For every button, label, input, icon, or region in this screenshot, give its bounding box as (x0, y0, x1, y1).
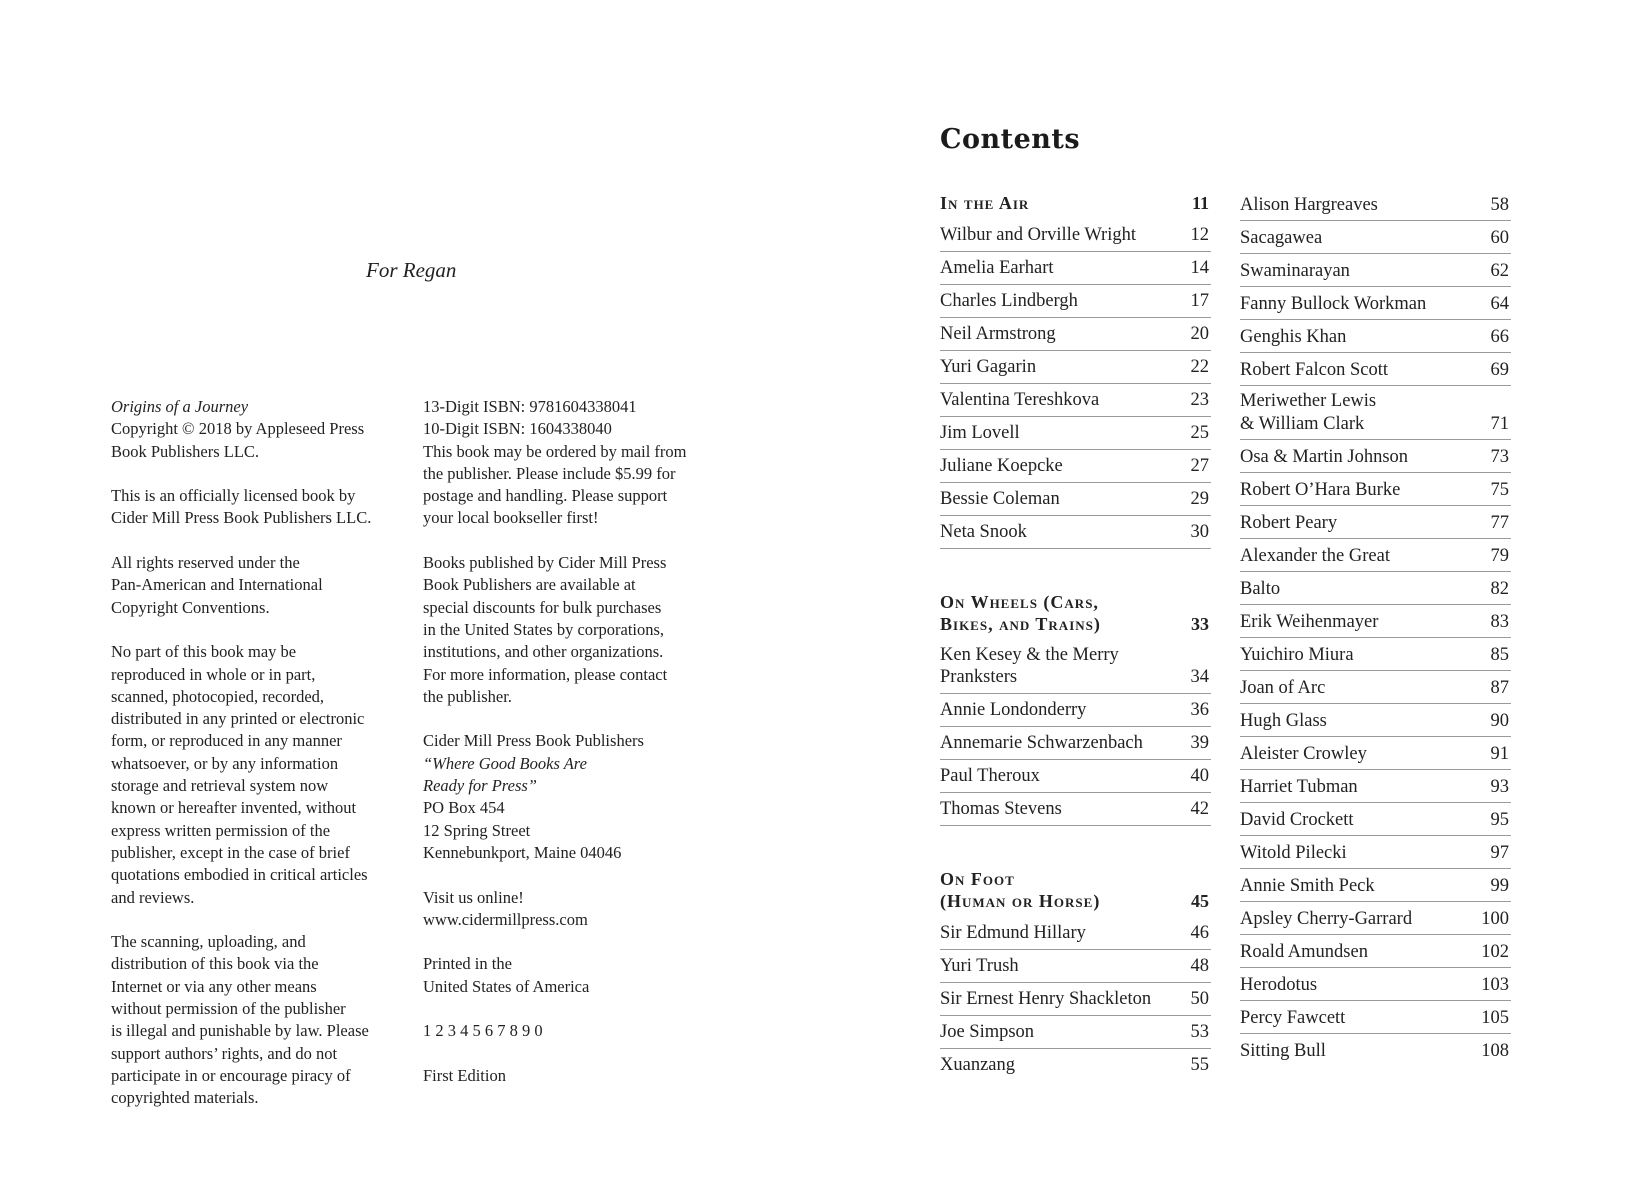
license-text: This is an officially licensed book by Cider Mill Press Book Publishers LLC. (111, 486, 372, 528)
toc-entry-title: Yuri Trush (940, 956, 1019, 976)
toc-entry-title: Swaminarayan (1240, 260, 1350, 281)
toc-entry-page: 29 (1190, 489, 1209, 509)
toc-entry-page: 23 (1190, 390, 1209, 410)
toc-entry-page: 83 (1490, 611, 1509, 632)
toc-entry (1240, 770, 1511, 803)
toc-entry-title: Annie Londonderry (940, 700, 1087, 720)
toc-entry-title: Juliane Koepcke (940, 456, 1063, 476)
entry-list-wheels (940, 640, 1211, 826)
toc-entry (1240, 1001, 1511, 1034)
toc-entry-page: 60 (1490, 227, 1509, 248)
toc-entry (940, 950, 1211, 983)
toc-entry-title: Hugh Glass (1240, 710, 1327, 731)
print-line: 1 2 3 4 5 6 7 8 9 0 (423, 1021, 543, 1041)
section-page: 11 (1191, 193, 1209, 213)
section-title: On Wheels (Cars, Bikes, and Trains) (940, 591, 1101, 634)
toc-entry (1240, 869, 1511, 902)
toc-entry (940, 252, 1211, 285)
toc-entry-title: Sacagawea (1240, 227, 1323, 248)
toc-entry (1240, 320, 1511, 353)
toc-entry-title: Osa & Martin Johnson (1240, 446, 1409, 467)
toc-entry (1240, 539, 1511, 572)
toc-entry (940, 1016, 1211, 1049)
toc-entry-page: 58 (1490, 194, 1509, 215)
toc-entry-page: 75 (1490, 479, 1509, 500)
toc-entry (940, 694, 1211, 727)
toc-entry-page: 50 (1190, 989, 1209, 1009)
toc-entry-page: 46 (1190, 923, 1209, 943)
toc-entry-page: 34 (1190, 667, 1209, 687)
toc-entry-page: 71 (1490, 413, 1509, 434)
entry-list-foot (940, 917, 1211, 1081)
toc-entry-title: Roald Amundsen (1240, 941, 1368, 962)
toc-entry (1240, 902, 1511, 935)
toc-entry-title: Sitting Bull (1240, 1040, 1326, 1061)
toc-entry-title: Joe Simpson (940, 1022, 1035, 1042)
toc-entry-page: 85 (1490, 644, 1509, 665)
rights-text: All rights reserved under the Pan-American and International Copyright Conventions. (111, 553, 323, 617)
toc-entry-page: 55 (1190, 1055, 1209, 1075)
dedication: For Regan (366, 258, 457, 282)
toc-entry (1240, 440, 1511, 473)
toc-entry (1240, 704, 1511, 737)
toc-entry (940, 285, 1211, 318)
toc-entry-page: 17 (1190, 291, 1209, 311)
toc-entry-title: Charles Lindbergh (940, 291, 1078, 311)
toc-entry-page: 39 (1190, 733, 1209, 753)
isbn-text: 13-Digit ISBN: 9781604338041 10-Digit ISBN: 1604338040 This book may be ordered by mail from the publisher. Please include $5.99 for postage and handling. Please support your local bookseller first! (423, 397, 687, 528)
contents-page (800, 0, 1627, 1200)
contents-column-1 (940, 188, 1211, 1081)
toc-entry-title: Annie Smith Peck (1240, 875, 1375, 896)
toc-entry (1240, 638, 1511, 671)
toc-entry-page: 95 (1490, 809, 1509, 830)
toc-entry-title: Alison Hargreaves (1240, 194, 1378, 215)
toc-entry (940, 417, 1211, 450)
edition-text: First Edition (423, 1065, 506, 1085)
toc-entry-title: Sir Ernest Henry Shackleton (940, 989, 1152, 1009)
toc-entry (940, 983, 1211, 1016)
toc-entry-title: Robert Peary (1240, 512, 1338, 533)
toc-entry-title: Apsley Cherry-Garrard (1240, 908, 1413, 929)
toc-entry (940, 351, 1211, 384)
section-heading-air (940, 188, 1211, 219)
toc-entry-title: Yuri Gagarin (940, 357, 1037, 377)
publisher-name: Cider Mill Press Book Publishers (423, 731, 644, 751)
contents-column-2 (1240, 188, 1511, 1066)
toc-entry (940, 219, 1211, 252)
no-part-text: No part of this book may be reproduced in whole or in part, scanned, photocopied, recorded, distributed in any printed or electronic form, or reproduced in any manner whatsoever, or by any information storage and retrieval system now known or hereafter invented, without express written permission of the publisher, except in the case of brief quotations embodied in critical articles and reviews. (111, 642, 368, 907)
toc-entry-page: 25 (1190, 423, 1209, 443)
toc-entry (940, 760, 1211, 793)
toc-entry-page: 48 (1190, 956, 1209, 976)
book-title: Origins of a Journey (111, 397, 249, 416)
entry-list-col2 (1240, 188, 1511, 1066)
toc-entry (1240, 803, 1511, 836)
toc-entry-page: 73 (1490, 446, 1509, 467)
toc-entry (940, 318, 1211, 351)
toc-entry-page: 30 (1190, 522, 1209, 542)
toc-entry (1240, 221, 1511, 254)
contents-title: Contents (940, 124, 1081, 155)
copyright-column (111, 396, 411, 1132)
toc-entry-page: 69 (1490, 359, 1509, 380)
toc-entry-title: Sir Edmund Hillary (940, 923, 1086, 943)
toc-entry-page: 40 (1190, 766, 1209, 786)
website-text: Visit us online! www.cidermillpress.com (423, 887, 588, 929)
toc-entry (1240, 188, 1511, 221)
toc-entry-page: 91 (1490, 743, 1509, 764)
toc-entry-page: 53 (1190, 1022, 1209, 1042)
scanning-text: The scanning, uploading, and distribution of this book via the Internet or via any other means without permission of the publisher is illegal and punishable by law. Please support authors’ rights, and do not participate in or encourage piracy of copyrighted materials. (111, 932, 369, 1108)
publisher-column (423, 396, 723, 1110)
toc-entry (1240, 506, 1511, 539)
publisher-address-block (423, 730, 723, 864)
toc-entry-title: Alexander the Great (1240, 545, 1390, 566)
toc-entry (1240, 1034, 1511, 1066)
toc-entry-page: 22 (1190, 357, 1209, 377)
toc-entry-page: 62 (1490, 260, 1509, 281)
toc-entry (1240, 605, 1511, 638)
toc-entry-title: Ken Kesey & the Merry Pranksters (940, 644, 1119, 687)
toc-entry (940, 1049, 1211, 1081)
toc-entry-page: 108 (1481, 1040, 1509, 1061)
toc-entry-title: Yuichiro Miura (1240, 644, 1354, 665)
toc-entry-page: 20 (1190, 324, 1209, 344)
toc-entry-title: Amelia Earhart (940, 258, 1054, 278)
toc-entry (1240, 671, 1511, 704)
toc-entry-title: Percy Fawcett (1240, 1007, 1346, 1028)
toc-entry-page: 99 (1490, 875, 1509, 896)
toc-entry-page: 100 (1481, 908, 1509, 929)
toc-entry (1240, 254, 1511, 287)
toc-entry-title: Robert O’Hara Burke (1240, 479, 1401, 500)
toc-entry-page: 27 (1190, 456, 1209, 476)
toc-entry (940, 483, 1211, 516)
copyright-line: Copyright © 2018 by Appleseed Press Book Publishers LLC. (111, 419, 365, 461)
toc-entry-title: Annemarie Schwarzenbach (940, 733, 1143, 753)
section-title: In the Air (940, 193, 1030, 213)
toc-entry-page: 103 (1481, 974, 1509, 995)
section-title: On Foot (Human or Horse) (940, 868, 1101, 911)
toc-entry-title: Genghis Khan (1240, 326, 1347, 347)
toc-entry-title: Joan of Arc (1240, 677, 1326, 698)
toc-entry (1240, 473, 1511, 506)
toc-entry-page: 82 (1490, 578, 1509, 599)
printed-in-text: Printed in the United States of America (423, 954, 590, 996)
toc-entry (940, 384, 1211, 417)
toc-entry-title: Fanny Bullock Workman (1240, 293, 1427, 314)
toc-entry-title: Balto (1240, 578, 1281, 599)
toc-entry (1240, 353, 1511, 386)
toc-entry-page: 102 (1481, 941, 1509, 962)
toc-entry-title: Neil Armstrong (940, 324, 1056, 344)
toc-entry-page: 64 (1490, 293, 1509, 314)
toc-entry-page: 66 (1490, 326, 1509, 347)
toc-entry (940, 516, 1211, 549)
toc-entry (1240, 737, 1511, 770)
toc-entry-title: Xuanzang (940, 1055, 1015, 1075)
discounts-text: Books published by Cider Mill Press Book Publishers are available at special discounts for bulk purchases in the United States by corporations, institutions, and other organizations. For more information, please contact the publisher. (423, 553, 668, 706)
toc-entry (1240, 968, 1511, 1001)
toc-entry-title: Aleister Crowley (1240, 743, 1367, 764)
toc-entry-page: 14 (1190, 258, 1209, 278)
toc-entry-page: 42 (1190, 799, 1209, 819)
toc-entry-page: 12 (1190, 225, 1209, 245)
section-page: 33 (1191, 614, 1209, 634)
toc-entry (1240, 287, 1511, 320)
toc-entry-page: 87 (1490, 677, 1509, 698)
toc-entry (1240, 935, 1511, 968)
toc-entry-title: Paul Theroux (940, 766, 1040, 786)
toc-entry-title: Neta Snook (940, 522, 1027, 542)
toc-entry-page: 90 (1490, 710, 1509, 731)
toc-entry (1240, 386, 1511, 440)
toc-entry (940, 640, 1211, 694)
section-heading-foot (940, 864, 1211, 917)
toc-entry (940, 450, 1211, 483)
copyright-page (0, 0, 800, 1200)
toc-entry (940, 727, 1211, 760)
toc-entry-title: David Crockett (1240, 809, 1354, 830)
toc-entry-page: 77 (1490, 512, 1509, 533)
section-page: 45 (1191, 891, 1209, 911)
toc-entry-title: Thomas Stevens (940, 799, 1062, 819)
toc-entry-page: 97 (1490, 842, 1509, 863)
toc-entry-title: Erik Weihenmayer (1240, 611, 1379, 632)
toc-entry-title: Meriwether Lewis & William Clark (1240, 391, 1377, 434)
toc-entry-title: Harriet Tubman (1240, 776, 1358, 797)
toc-entry-title: Valentina Tereshkova (940, 390, 1100, 410)
toc-entry-title: Robert Falcon Scott (1240, 359, 1388, 380)
toc-entry (940, 917, 1211, 950)
toc-entry-title: Bessie Coleman (940, 489, 1060, 509)
toc-entry (1240, 572, 1511, 605)
toc-entry-page: 93 (1490, 776, 1509, 797)
publisher-slogan: “Where Good Books Are Ready for Press” (423, 753, 587, 796)
copyright-block (111, 396, 411, 463)
toc-entry-page: 105 (1481, 1007, 1509, 1028)
toc-entry (940, 793, 1211, 826)
section-heading-wheels (940, 587, 1211, 640)
toc-entry-title: Witold Pilecki (1240, 842, 1347, 863)
publisher-address: PO Box 454 12 Spring Street Kennebunkport, Maine 04046 (423, 798, 622, 862)
toc-entry-page: 79 (1490, 545, 1509, 566)
toc-entry-title: Herodotus (1240, 974, 1318, 995)
toc-entry-page: 36 (1190, 700, 1209, 720)
toc-entry-title: Wilbur and Orville Wright (940, 225, 1136, 245)
toc-entry (1240, 836, 1511, 869)
entry-list-air (940, 219, 1211, 549)
toc-entry-title: Jim Lovell (940, 423, 1020, 443)
